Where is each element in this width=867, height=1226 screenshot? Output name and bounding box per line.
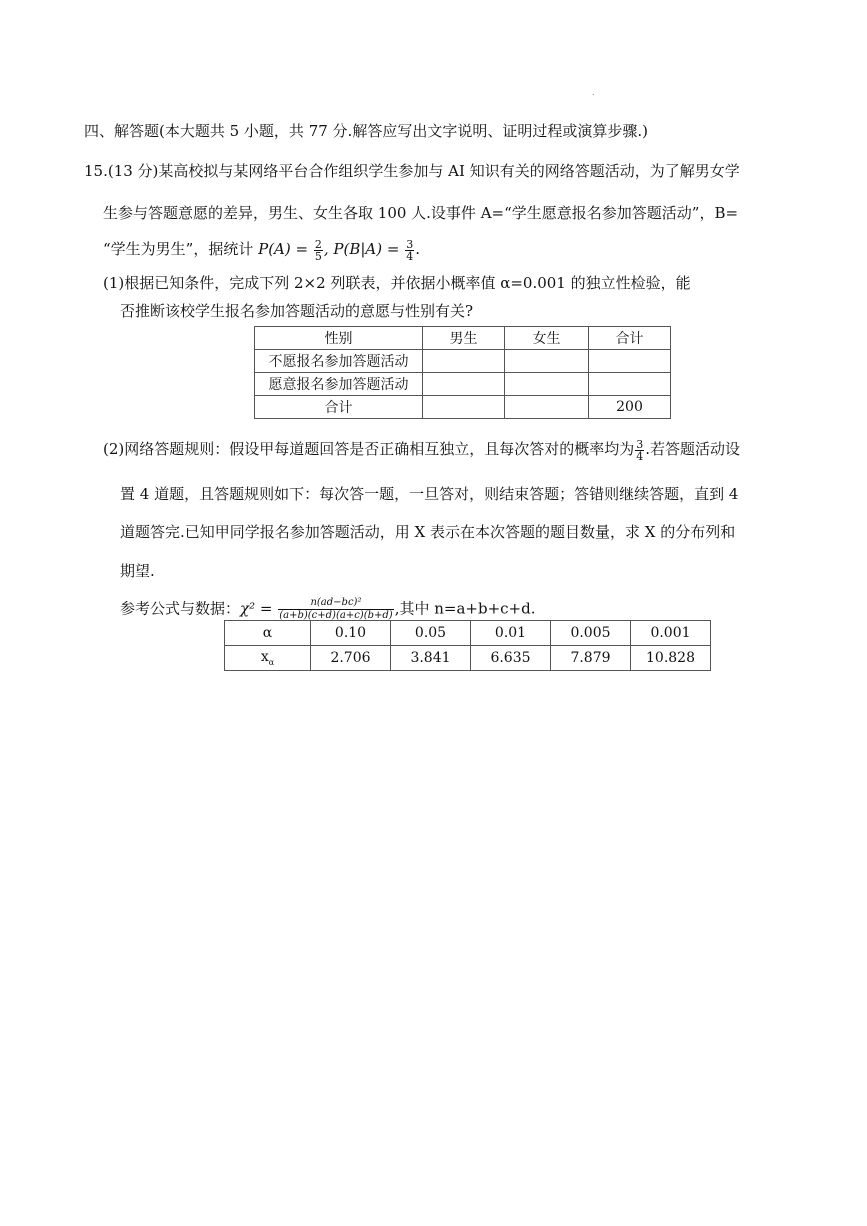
alpha-value-cell: 0.10 <box>311 621 391 646</box>
corner-dot: . <box>592 88 595 97</box>
section-heading: 四、解答题(本大题共 5 小题，共 77 分.解答应写出文字说明、证明过程或演算步骤.) <box>84 122 648 140</box>
question2-line4: 期望. <box>120 562 155 580</box>
problem15-line2: 生参与答题意愿的差异，男生、女生各取 100 人.设事件 A=“学生愿意报名参加答题活动”，B= <box>103 204 739 222</box>
table-cell: 合计 <box>255 396 423 419</box>
problem15-line3-text: “学生为男生”，据统计 <box>103 240 259 258</box>
q2-probability-fraction <box>635 439 644 462</box>
table-row <box>225 621 711 646</box>
header-cell: 合计 <box>589 327 671 350</box>
pba-label: , P(B|A) = <box>323 240 405 258</box>
pa-fraction <box>314 239 323 262</box>
table-cell <box>589 373 671 396</box>
table-cell: 愿意报名参加答题活动 <box>255 373 423 396</box>
question2-line1-a: (2)网络答题规则：假设甲每道题回答是否正确相互独立，且每次答对的概率均为 <box>103 440 635 458</box>
header-cell: 男生 <box>423 327 505 350</box>
table-cell <box>505 373 589 396</box>
alpha-value-cell: 0.05 <box>391 621 471 646</box>
q2-prob-numerator: 3 <box>636 437 644 451</box>
reference-tail: ,其中 n=a+b+c+d. <box>394 599 536 618</box>
reference-label: 参考公式与数据： <box>120 599 241 618</box>
chi-square-lhs: χ² = <box>240 599 278 618</box>
table-cell <box>423 350 505 373</box>
critical-value-cell: 10.828 <box>631 646 711 671</box>
alpha-value-cell: 0.001 <box>631 621 711 646</box>
table-row <box>255 396 671 419</box>
table-row <box>255 373 671 396</box>
table-cell: 不愿报名参加答题活动 <box>255 350 423 373</box>
problem15-line1: 15.(13 分)某高校拟与某网络平台合作组织学生参加与 AI 知识有关的网络答题活动，为了解男女学 <box>84 162 740 180</box>
question2-line1 <box>103 438 740 462</box>
pa-denominator: 5 <box>314 249 322 263</box>
table-cell <box>505 350 589 373</box>
problem15-line3 <box>103 238 420 262</box>
alpha-label-cell: α <box>225 621 311 646</box>
critical-value-cell: 2.706 <box>311 646 391 671</box>
q2-prob-denominator: 4 <box>636 449 644 463</box>
header-cell: 性别 <box>255 327 423 350</box>
table-cell <box>505 396 589 419</box>
x-alpha-sub: α <box>268 657 275 667</box>
question2-line1-b: .若答题活动设 <box>645 440 741 458</box>
header-cell: 女生 <box>505 327 589 350</box>
critical-value-cell: 6.635 <box>471 646 551 671</box>
table-cell: 200 <box>589 396 671 419</box>
table-cell <box>589 350 671 373</box>
reference-formula-line <box>120 597 536 622</box>
critical-value-cell: 7.879 <box>551 646 631 671</box>
pba-fraction <box>405 239 414 262</box>
alpha-value-cell: 0.005 <box>551 621 631 646</box>
alpha-value-cell: 0.01 <box>471 621 551 646</box>
table-row <box>225 646 711 671</box>
chi-square-numerator: n(ad−bc)² <box>278 597 393 610</box>
line3-end: . <box>415 240 420 258</box>
pa-numerator: 2 <box>314 237 322 251</box>
question1-line2: 否推断该校学生报名参加答题活动的意愿与性别有关? <box>120 302 474 320</box>
pa-label: P(A) = <box>258 240 313 258</box>
question2-line3: 道题答完.已知甲同学报名参加答题活动，用 X 表示在本次答题的题目数量，求 X 的分布列和 <box>120 523 736 541</box>
pba-numerator: 3 <box>406 237 414 251</box>
question2-line2: 置 4 道题，且答题规则如下：每次答一题，一旦答对，则结束答题；答错则继续答题，直到 4 <box>120 485 739 503</box>
chi-square-fraction <box>278 597 393 622</box>
table-header-row <box>255 327 671 350</box>
x-alpha-label-cell <box>225 646 311 671</box>
pba-denominator: 4 <box>406 249 414 263</box>
table-row <box>255 350 671 373</box>
table-cell <box>423 373 505 396</box>
chi-square-denominator: (a+b)(c+d)(a+c)(b+d) <box>279 610 393 621</box>
question1-line1: (1)根据已知条件，完成下列 2×2 列联表，并依据小概率值 α=0.001 的独立性检验，能 <box>103 274 691 292</box>
critical-value-table <box>224 620 711 671</box>
table-cell <box>423 396 505 419</box>
critical-value-cell: 3.841 <box>391 646 471 671</box>
x-alpha-main: x <box>260 649 269 666</box>
contingency-table <box>254 326 671 419</box>
